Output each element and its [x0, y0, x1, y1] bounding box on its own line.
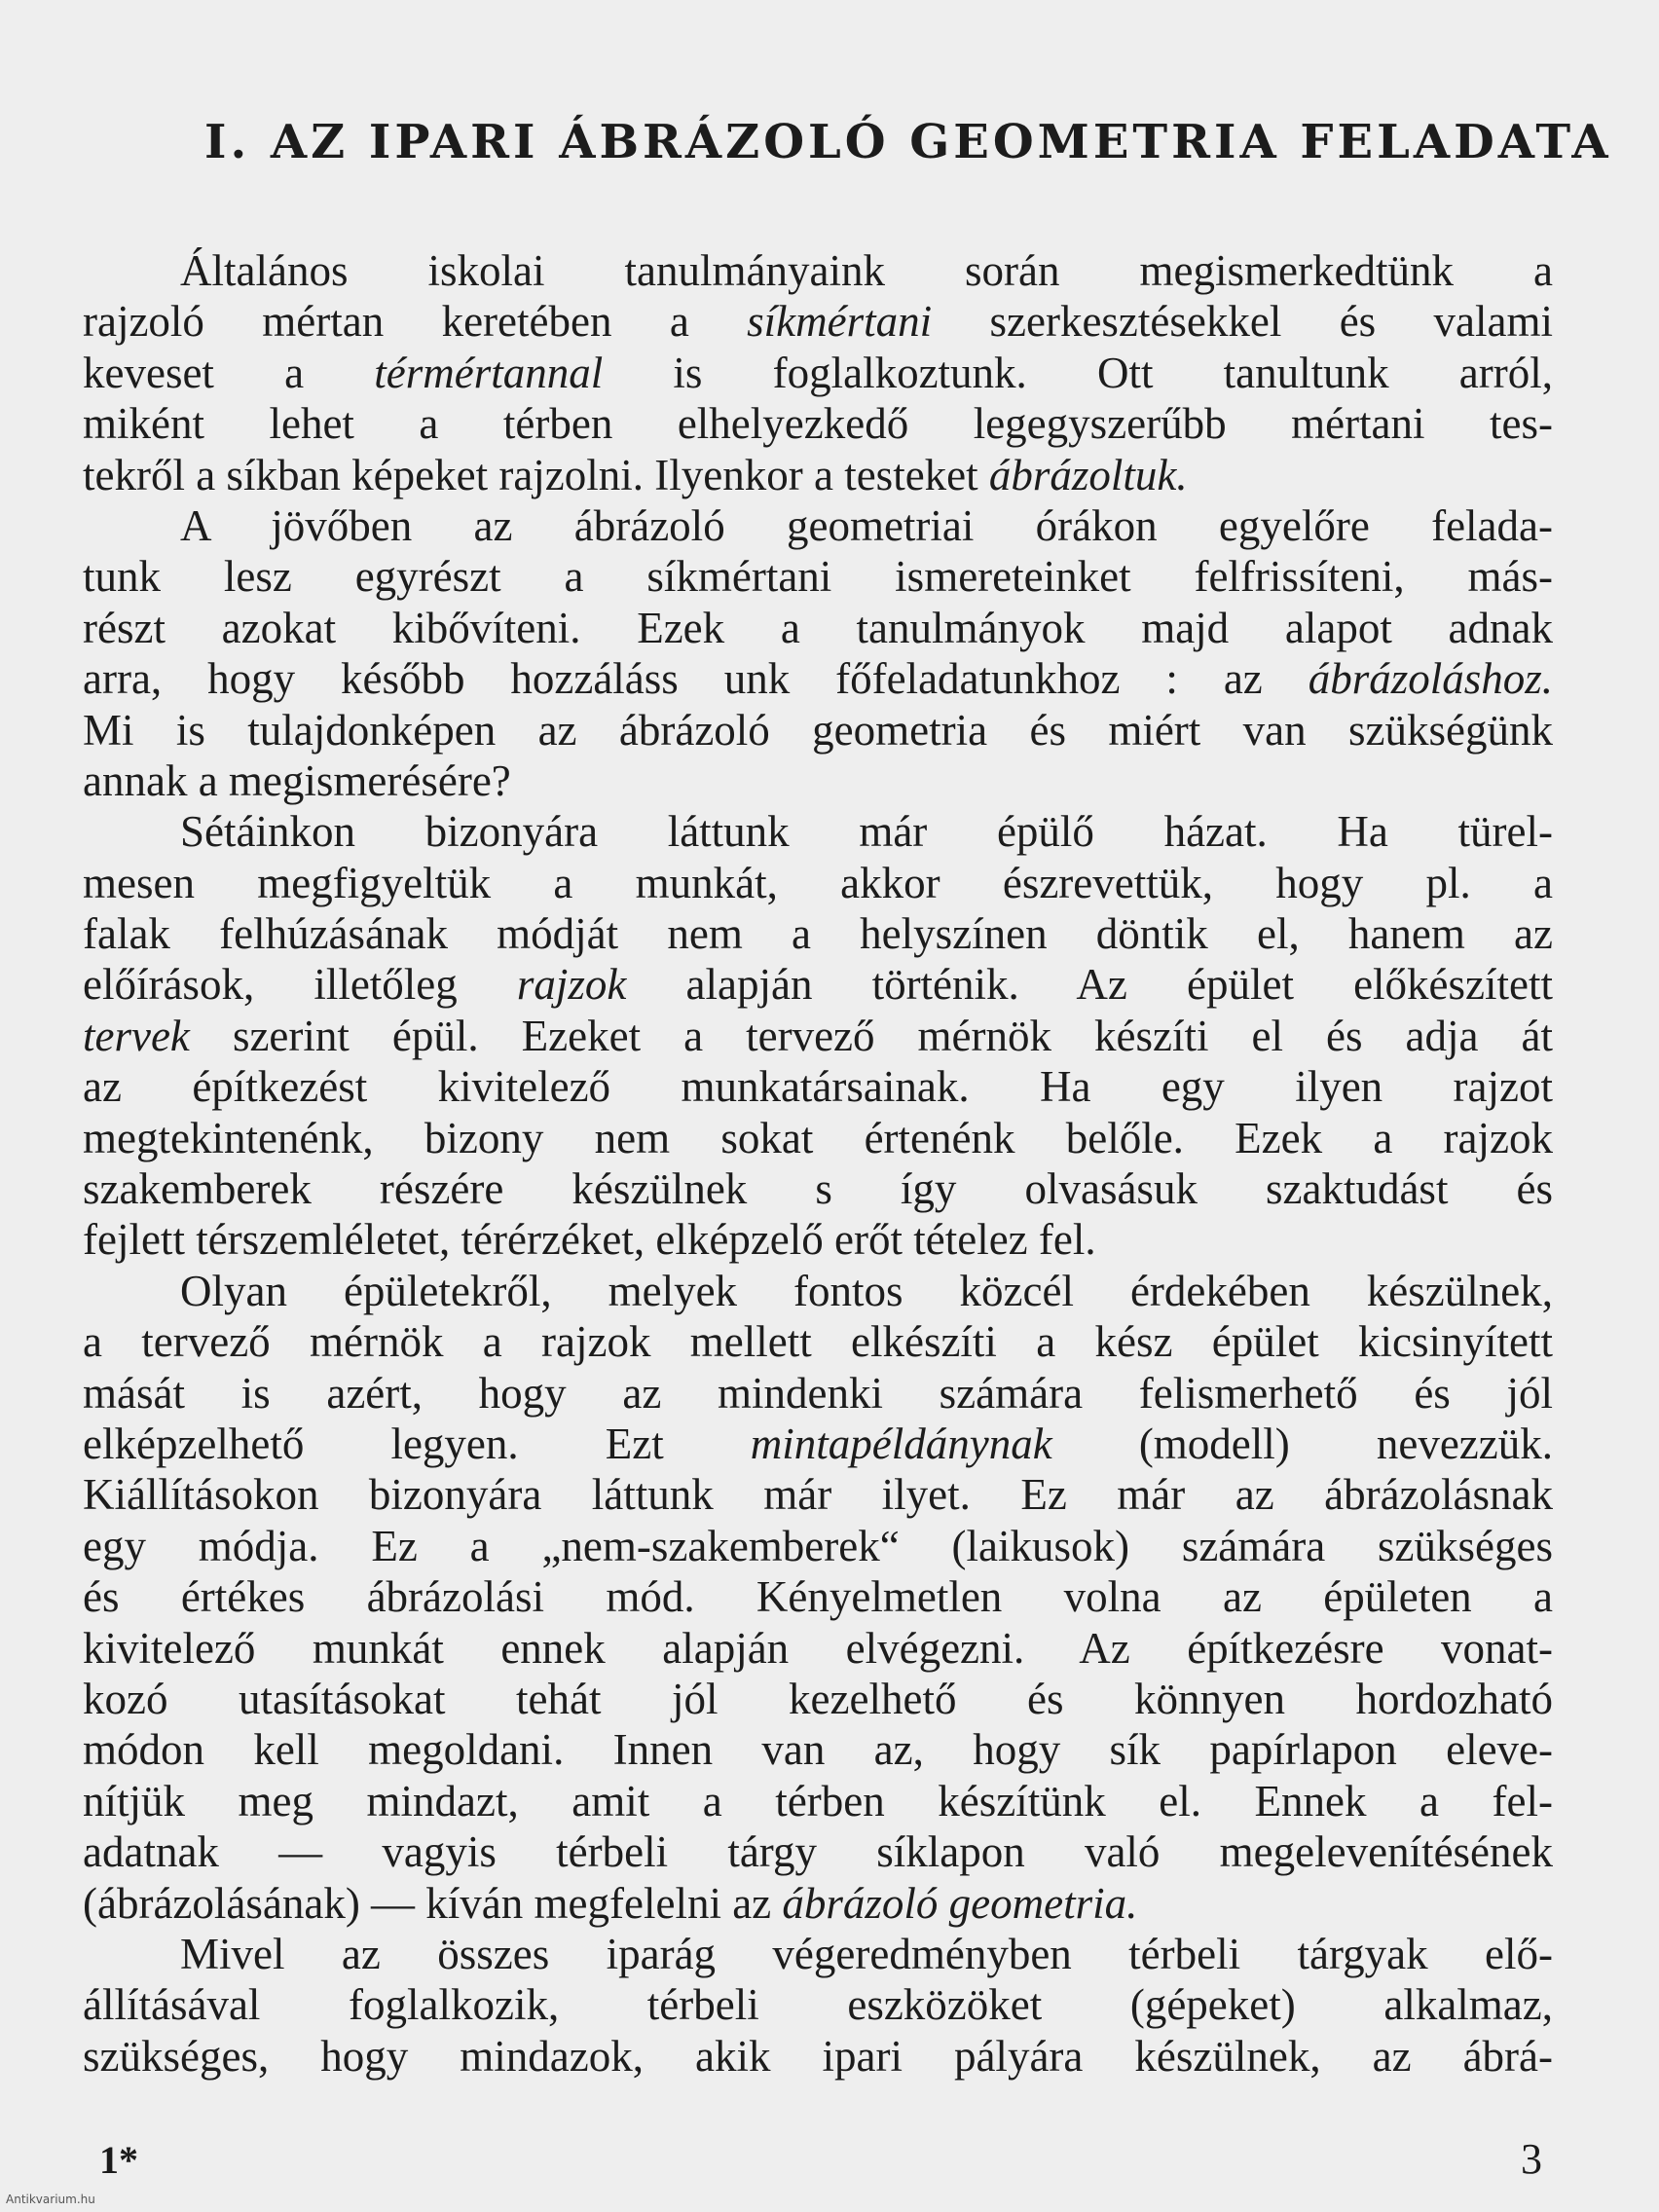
italic-term: ábrázoló geometria. [782, 1878, 1138, 1928]
text-run: szerint épül. Ezeket a tervező mérnök készíti el és adja át [189, 1011, 1553, 1060]
text-run: az építkezést kivitelező munkatársainak. Ha egy ilyen rajzot [83, 1062, 1553, 1112]
signature-mark: 1* [99, 2138, 138, 2182]
text-run: tekről a síkban képeket rajzolni. Ilyenkor a testeket [83, 450, 989, 499]
text-run: előírások, illetőleg [83, 960, 517, 1010]
text-line [83, 2031, 1553, 2082]
text-run: módon kell megoldani. Innen van az, hogy sík papírlapon eleve- [83, 1725, 1553, 1775]
text-run: is foglalkoztunk. Ott tanultunk arról, [603, 348, 1553, 397]
text-line [83, 1521, 1553, 1571]
body-text [83, 245, 1553, 2082]
text-line [83, 1776, 1553, 1826]
text-run: annak a megismerésére? [83, 756, 511, 805]
text-run: arra, hogy később hozzáláss unk főfeladatunkhoz : az [83, 654, 1309, 704]
chapter-title: I. AZ IPARI ÁBRÁZOLÓ GEOMETRIA FELADATA [204, 115, 1612, 169]
text-line [83, 1316, 1553, 1367]
text-run: Mivel az összes iparág végeredményben térbeli tárgyak elő- [180, 1929, 1553, 1978]
italic-term: mintapéldánynak [750, 1419, 1052, 1468]
italic-term: ábrázoláshoz. [1308, 654, 1553, 704]
text-run: tunk lesz egyrészt a síkmértani ismereteinket felfrissíteni, más- [83, 552, 1553, 602]
text-run: állításával foglalkozik, térbeli eszközöket (gépeket) alkalmaz, [83, 1980, 1553, 2030]
text-line [83, 1266, 1553, 1316]
text-run: kozó utasításokat tehát jól kezelhető és könnyen hordozható [83, 1674, 1553, 1723]
text-run: (modell) nevezzük. [1051, 1419, 1553, 1468]
text-run: fejlett térszemléletet, térérzéket, elképzelő erőt tételez fel. [83, 1215, 1096, 1265]
text-run: megtekintenénk, bizony nem sokat értenénk belőle. Ezek a rajzok [83, 1113, 1553, 1162]
text-line [83, 1826, 1553, 1877]
text-line [83, 1214, 1553, 1265]
text-line [83, 1113, 1553, 1163]
text-line [83, 500, 1553, 551]
text-line [83, 1929, 1553, 1979]
italic-term: rajzok [516, 960, 627, 1010]
text-run: falak felhúzásának módját nem a helyszínen döntik el, hanem az [83, 909, 1553, 959]
italic-term: síkmértani [747, 297, 933, 347]
text-run: adatnak — vagyis térbeli tárgy síklapon való megelevenítésének [83, 1827, 1553, 1877]
text-run: szükséges, hogy mindazok, akik ipari pályára készülnek, az ábrá- [83, 2031, 1553, 2081]
text-run: egy módja. Ez a „nem-szakemberek“ (laikusok) számára szükséges [83, 1521, 1553, 1570]
text-line [83, 296, 1553, 347]
italic-term: tervek [83, 1011, 190, 1060]
text-run: Általános iskolai tanulmányaink során megismerkedtünk a [180, 246, 1553, 295]
text-line [83, 756, 1553, 806]
text-run: nítjük meg mindazt, amit a térben készítünk el. Ennek a fel- [83, 1776, 1553, 1825]
text-run: szakemberek részére készülnek s így olvasásuk szaktudást és [83, 1164, 1553, 1214]
text-run: mesen megfigyeltük a munkát, akkor észrevettük, hogy pl. a [83, 858, 1553, 907]
text-run: kivitelező munkát ennek alapján elvégezni. Az építkezésre vonat- [83, 1623, 1553, 1673]
text-run: Kiállításokon bizonyára láttunk már ilyet. Ez már az ábrázolásnak [83, 1470, 1553, 1520]
text-line [83, 1724, 1553, 1775]
text-run: rajzoló mértan keretében a [83, 297, 748, 347]
text-run: Mi is tulajdonképen az ábrázoló geometria és miért van szükségünk [83, 705, 1553, 755]
text-run: miként lehet a térben elhelyezkedő legegyszerűbb mértani tes- [83, 399, 1553, 449]
text-line [83, 1061, 1553, 1112]
italic-term: ábrázoltuk. [988, 450, 1188, 499]
watermark: Antikvarium.hu [6, 2193, 95, 2206]
text-run: keveset a [83, 348, 375, 397]
text-line [83, 1419, 1553, 1469]
text-line [83, 1979, 1553, 2030]
text-run: részt azokat kibővíteni. Ezek a tanulmányok majd alapot adnak [83, 603, 1553, 652]
text-line [83, 705, 1553, 756]
text-run: Sétáinkon bizonyára láttunk már épülő házat. Ha türel- [180, 807, 1553, 857]
text-line [83, 908, 1553, 959]
text-line [83, 806, 1553, 857]
text-line [83, 858, 1553, 908]
text-line [83, 959, 1553, 1010]
text-line [83, 1368, 1553, 1419]
text-line [83, 653, 1553, 704]
text-line [83, 450, 1553, 500]
text-run: és értékes ábrázolási mód. Kényelmetlen volna az épületen a [83, 1572, 1553, 1622]
text-run: a tervező mérnök a rajzok mellett elkészíti a kész épület kicsinyített [83, 1317, 1553, 1367]
text-line [83, 603, 1553, 653]
text-line [83, 1674, 1553, 1724]
text-run: alapján történik. Az épület előkészített [626, 960, 1553, 1010]
text-run: Olyan épületekről, melyek fontos közcél érdekében készülnek, [180, 1266, 1553, 1315]
text-run: A jövőben az ábrázoló geometriai órákon egyelőre felada- [180, 500, 1553, 550]
text-line [83, 1163, 1553, 1214]
text-line [83, 348, 1553, 398]
page-number: 3 [1521, 2135, 1542, 2183]
text-line [83, 1878, 1553, 1929]
text-line [83, 1571, 1553, 1622]
text-line [83, 245, 1553, 296]
italic-term: térmértannal [374, 348, 604, 397]
text-line [83, 551, 1553, 602]
text-run: (ábrázolásának) — kíván megfelelni az [83, 1878, 783, 1928]
text-run: szerkesztésekkel és valami [932, 297, 1553, 347]
text-run: elképzelhető legyen. Ezt [83, 1419, 751, 1468]
text-line [83, 1011, 1553, 1061]
text-line [83, 1623, 1553, 1674]
text-line [83, 398, 1553, 449]
text-run: mását is azért, hogy az mindenki számára felismerhető és jól [83, 1368, 1553, 1418]
text-line [83, 1469, 1553, 1520]
